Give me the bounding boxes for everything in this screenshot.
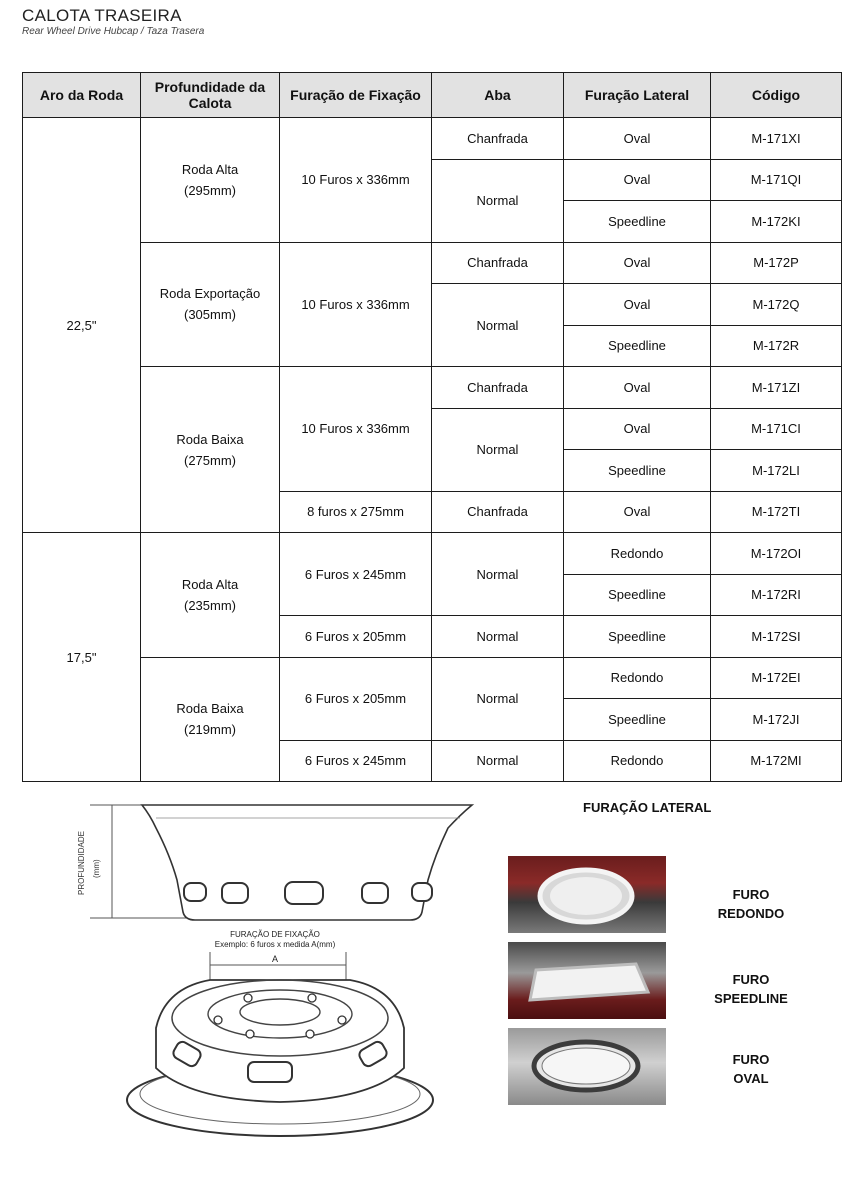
fixing-example: Exemplo: 6 furos x medida A(mm): [214, 940, 336, 949]
rim-cell: 17,5": [23, 533, 141, 782]
label-line: SPEEDLINE: [714, 991, 788, 1006]
lateral-cell: Oval: [564, 284, 711, 326]
lateral-cell: Oval: [564, 408, 711, 450]
code-cell: M-172TI: [711, 491, 842, 533]
fixing-title: FURAÇÃO DE FIXAÇÃO: [230, 930, 320, 939]
code-cell: M-171CI: [711, 408, 842, 450]
lateral-cell: Speedline: [564, 201, 711, 243]
table-row: [23, 118, 842, 160]
depth-cell: [141, 533, 280, 658]
lateral-cell: Oval: [564, 159, 711, 201]
spec-table: [22, 72, 842, 782]
flange-cell: Normal: [432, 408, 564, 491]
round-hole-label: [690, 885, 812, 923]
lateral-section-title: FURAÇÃO LATERAL: [583, 800, 712, 815]
code-cell: M-172OI: [711, 533, 842, 575]
fixing-cell: 10 Furos x 336mm: [280, 118, 432, 243]
col-header: Código: [711, 73, 842, 118]
lateral-cell: Oval: [564, 118, 711, 160]
oval-hole-label: [690, 1050, 812, 1088]
fixing-cell: 6 Furos x 245mm: [280, 740, 432, 782]
flange-cell: Chanfrada: [432, 118, 564, 160]
depth-cell: [141, 242, 280, 367]
code-cell: M-172SI: [711, 616, 842, 658]
page-subtitle: Rear Wheel Drive Hubcap / Taza Trasera: [22, 26, 205, 37]
code-cell: M-172EI: [711, 657, 842, 699]
depth-unit: (mm): [92, 859, 101, 878]
label-line: FURO: [732, 887, 770, 902]
col-header: Furação de Fixação: [280, 73, 432, 118]
oval-hole-photo: [508, 1028, 666, 1105]
label-line: FURO: [732, 1052, 770, 1067]
lateral-cell: Redondo: [564, 533, 711, 575]
flange-cell: Chanfrada: [432, 491, 564, 533]
flange-cell: Normal: [432, 159, 564, 242]
rim-cell: 22,5": [23, 118, 141, 533]
code-cell: M-171XI: [711, 118, 842, 160]
code-cell: M-171ZI: [711, 367, 842, 409]
code-cell: M-172Q: [711, 284, 842, 326]
lateral-cell: Speedline: [564, 325, 711, 367]
speedline-hole-label: [690, 970, 812, 1008]
round-hole-photo: [508, 856, 666, 933]
label-line: OVAL: [733, 1071, 769, 1086]
flange-cell: Normal: [432, 657, 564, 740]
code-cell: M-172P: [711, 242, 842, 284]
lateral-cell: Speedline: [564, 574, 711, 616]
code-cell: M-172LI: [711, 450, 842, 492]
lateral-cell: Speedline: [564, 699, 711, 741]
code-cell: M-172JI: [711, 699, 842, 741]
depth-text: Roda Alta (295mm): [181, 161, 239, 198]
hubcap-diagram: [70, 800, 480, 1140]
lateral-cell: Oval: [564, 491, 711, 533]
depth-text: Roda Alta (235mm): [181, 576, 239, 613]
code-cell: M-172KI: [711, 201, 842, 243]
depth-cell: [141, 118, 280, 243]
lateral-cell: Redondo: [564, 657, 711, 699]
table-row: [23, 242, 842, 284]
fixing-cell: 6 Furos x 205mm: [280, 657, 432, 740]
lateral-cell: Speedline: [564, 450, 711, 492]
flange-cell: Normal: [432, 284, 564, 367]
code-cell: M-171QI: [711, 159, 842, 201]
table-row: [23, 367, 842, 409]
depth-cell: [141, 657, 280, 782]
depth-label: PROFUNDIDADE: [77, 830, 86, 895]
depth-text: Roda Exportação (305mm): [159, 286, 261, 323]
flange-cell: Normal: [432, 533, 564, 616]
fixing-cell: 10 Furos x 336mm: [280, 242, 432, 367]
table-header-row: [23, 73, 842, 118]
fixing-cell: 6 Furos x 205mm: [280, 616, 432, 658]
flange-cell: Normal: [432, 740, 564, 782]
label-line: REDONDO: [717, 906, 785, 921]
lateral-cell: Speedline: [564, 616, 711, 658]
col-header: Profundidade da Calota: [141, 73, 280, 118]
col-header: Aro da Roda: [23, 73, 141, 118]
depth-text: Roda Baixa (275mm): [176, 431, 244, 468]
measure-label: A: [271, 954, 279, 964]
code-cell: M-172RI: [711, 574, 842, 616]
lateral-cell: Oval: [564, 242, 711, 284]
flange-cell: Chanfrada: [432, 367, 564, 409]
fixing-cell: 10 Furos x 336mm: [280, 367, 432, 492]
lateral-cell: Oval: [564, 367, 711, 409]
table-row: [23, 533, 842, 575]
speedline-hole-photo: [508, 942, 666, 1019]
flange-cell: Normal: [432, 616, 564, 658]
fixing-cell: 8 furos x 275mm: [280, 491, 432, 533]
table-row: [23, 657, 842, 699]
depth-text: Roda Baixa (219mm): [176, 701, 244, 738]
depth-cell: [141, 367, 280, 533]
fixing-cell: 6 Furos x 245mm: [280, 533, 432, 616]
col-header: Aba: [432, 73, 564, 118]
flange-cell: Chanfrada: [432, 242, 564, 284]
code-cell: M-172MI: [711, 740, 842, 782]
col-header: Furação Lateral: [564, 73, 711, 118]
page-title: CALOTA TRASEIRA: [22, 6, 182, 25]
lateral-cell: Redondo: [564, 740, 711, 782]
code-cell: M-172R: [711, 325, 842, 367]
label-line: FURO: [732, 972, 770, 987]
